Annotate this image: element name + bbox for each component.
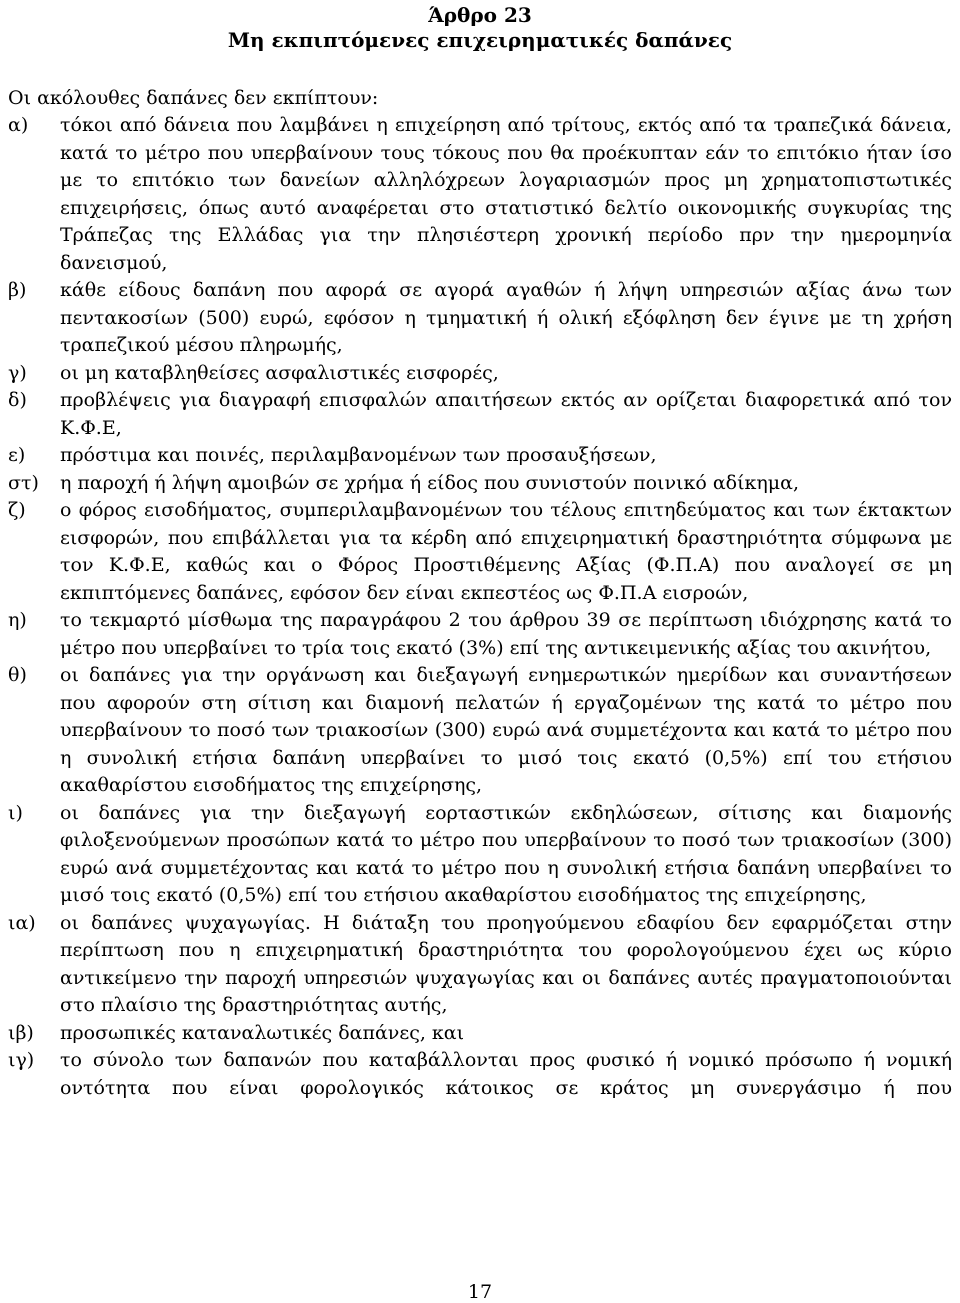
item-text: το τεκμαρτό μίσθωμα της παραγράφου 2 του άρθρου 39 σε περίπτωση ιδιόχρησης κατά το μέτρο που υπερβαίνει το τρία τοις εκατό (3%) επί της αντικειμενικής αξίας του ακινήτου, <box>60 609 952 659</box>
item-label: ια) <box>8 911 36 934</box>
item-label: γ) <box>8 361 27 384</box>
list-item <box>0 607 960 662</box>
list-item <box>0 442 960 470</box>
item-label: στ) <box>8 471 39 494</box>
list-item <box>0 1020 960 1048</box>
item-label: ιβ) <box>8 1021 34 1044</box>
item-label: η) <box>8 609 27 631</box>
item-label: δ) <box>8 389 27 411</box>
item-label: ζ) <box>8 499 26 521</box>
article-title: Μη εκπιπτόμενες επιχειρηματικές δαπάνες <box>227 28 733 52</box>
item-text: τόκοι από δάνεια που λαμβάνει η επιχείρηση από τρίτους, εκτός από τα τραπεζικά δάνεια, κατά το μέτρο που υπερβαίνουν τους τόκους που θα προέκυπταν εάν το επιτόκιο ήταν ίσο με το επιτόκιο των δανείων αλληλόχρεων λογαριασμών προς μη χρηματοπιστωτικές επιχειρήσεις, όπως αυτό αναφέρεται στο στατιστικό δελτίο οικονομικής συγκυρίας της Τράπεζας της Ελλάδας για την πλησιέστερη χρονική περίοδο πρν την ημερομηνία δανεισμού, <box>60 114 952 274</box>
list-item <box>0 662 960 800</box>
item-label: β) <box>8 279 27 301</box>
article-number: Άρθρο 23 <box>428 3 532 27</box>
page-number: 17 <box>467 1281 493 1303</box>
intro-sentence: Οι ακόλουθες δαπάνες δεν εκπίπτουν: <box>8 87 379 109</box>
list-item <box>0 1047 960 1102</box>
item-text: οι δαπάνες για την διεξαγωγή εορταστικών εκδηλώσεων, σίτισης και διαμονής φιλοξενούμενων προσώπων κατά το μέτρο που υπερβαίνουν το ποσό των τριακοσίων (300) ευρώ ανά συμμετέχοντας και κατά το μέτρο που η συνολική ετήσια δαπάνη υπερβαίνει το μισό τοις εκατό (0,5%) επί του ετήσιου ακαθαρίστου εισοδήματος της επιχείρησης, <box>60 801 952 906</box>
item-label: θ) <box>8 664 27 686</box>
item-text: οι δαπάνες ψυχαγωγίας. Η διάταξη του προηγούμενου εδαφίου δεν εφαρμόζεται στην περίπτωση που η επιχειρηματική δραστηριότητα του φορολογούμενου έχει ως κύριο αντικείμενο την παροχή υπηρεσιών ψυχαγωγίας και οι δαπάνες αυτές πραγματοποιούνται στο πλαίσιο της δραστηριότητας αυτής, <box>60 911 952 1016</box>
expense-list <box>0 112 960 1102</box>
item-label: α) <box>8 114 29 136</box>
item-text: κάθε είδους δαπάνη που αφορά σε αγορά αγαθών ή λήψη υπηρεσιών αξίας άνω των πεντακοσίων (500) ευρώ, εφόσον η τμηματική ή ολική εξόφληση δεν έγινε με τη χρήση τραπεζικού μέσου πληρωμής, <box>60 279 952 356</box>
item-text: το σύνολο των δαπανών που καταβάλλονται προς φυσικό ή νομικό πρόσωπο ή νομική οντότητα που είναι φορολογικός κάτοικος σε κράτος μη συνεργάσιμο ή που <box>60 1049 952 1099</box>
item-label: ε) <box>8 444 26 466</box>
item-text: προσωπικές καταναλωτικές δαπάνες, και <box>60 1021 465 1044</box>
item-label: ιγ) <box>8 1049 35 1071</box>
item-text: ο φόρος εισοδήματος, συμπεριλαμβανομένων του τέλους επιτηδεύματος και των έκτακτων εισφορών, που επιβάλλεται για τα κέρδη από επιχειρηματική δραστηριότητα σύμφωνα με τον Κ.Φ.Ε, καθώς και ο Φόρος Προστιθέμενης Αξίας (Φ.Π.Α) που αναλογεί σε μη εκπιπτόμενες δαπάνες, εφόσον δεν είναι εκπεστέος ως Φ.Π.Α εισροών, <box>60 499 952 604</box>
list-item <box>0 800 960 910</box>
list-item <box>0 387 960 442</box>
item-text: προβλέψεις για διαγραφή επισφαλών απαιτήσεων εκτός αν ορίζεται διαφορετικά από τον Κ.Φ.Ε, <box>60 389 952 439</box>
list-item <box>0 277 960 360</box>
list-item <box>0 112 960 277</box>
list-item <box>0 360 960 388</box>
item-text: η παροχή ή λήψη αμοιβών σε χρήμα ή είδος που συνιστούν ποινικό αδίκημα, <box>60 471 800 494</box>
item-label: ι) <box>8 801 23 824</box>
list-item <box>0 497 960 607</box>
list-item <box>0 470 960 498</box>
item-text: οι δαπάνες για την οργάνωση και διεξαγωγή ενημερωτικών ημερίδων και συναντήσεων που αφορούν στη σίτιση και διαμονή πελατών ή εργαζομένων της κατά το μέτρο που υπερβαίνουν το ποσό των τριακοσίων (300) ευρώ ανά συμμετέχοντα και κατά το μέτρο που η συνολική ετήσια δαπάνη υπερβαίνει το μισό τοις εκατό (0,5%) επί του ετήσιου ακαθαρίστου εισοδήματος της επιχείρησης, <box>60 664 952 796</box>
item-text: πρόστιμα και ποινές, περιλαμβανομένων των προσαυξήσεων, <box>60 444 657 466</box>
item-text: οι μη καταβληθείσες ασφαλιστικές εισφορές, <box>60 361 499 384</box>
list-item <box>0 910 960 1020</box>
